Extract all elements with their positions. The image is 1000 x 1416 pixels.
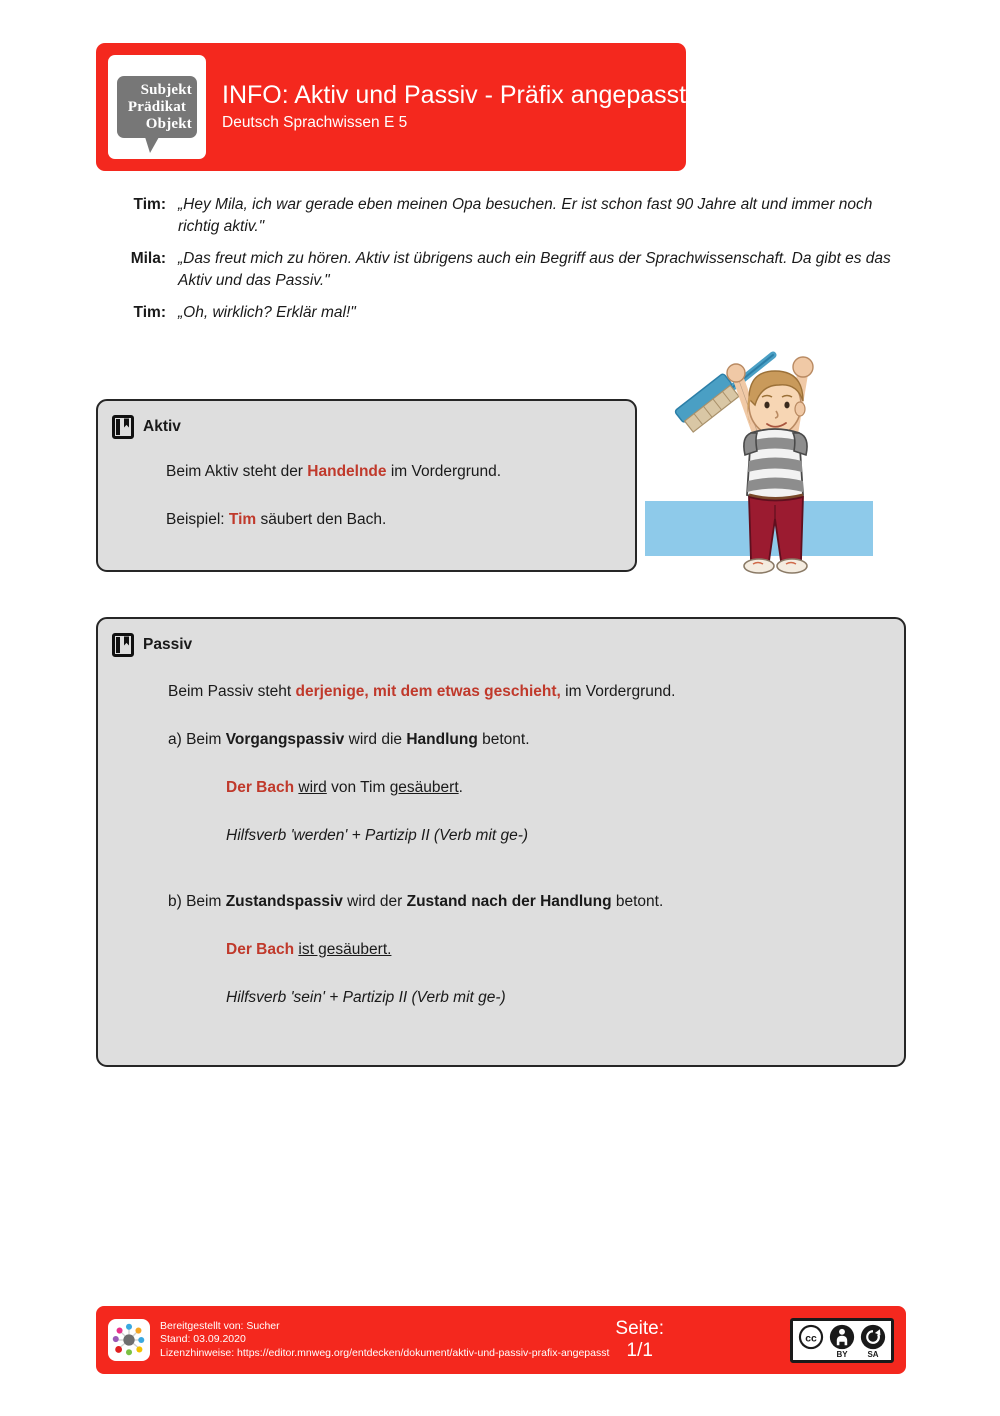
aktiv-example-post: säubert den Bach. [256, 511, 387, 528]
page-subtitle: Deutsch Sprachwissen E 5 [222, 114, 408, 131]
page-title: INFO: Aktiv und Passiv - Präfix angepasst [222, 81, 687, 109]
item-a-example-tail: . [458, 779, 463, 796]
item-a-example-accent: Der Bach [226, 779, 295, 796]
passiv-definition-pre: Beim Passiv steht [168, 683, 296, 700]
aktiv-definition-pre: Beim Aktiv steht der [166, 463, 308, 480]
cc-by-col [829, 1324, 855, 1359]
share-alike-icon [860, 1324, 886, 1350]
item-b-mid: wird der [342, 893, 407, 910]
cc-icon [798, 1324, 824, 1350]
item-b-lead: b) Beim [168, 893, 226, 910]
cc-sa-label: SA [867, 1349, 879, 1359]
logo-line-praedikat: Prädikat [127, 98, 187, 115]
aktiv-definition [166, 461, 605, 483]
item-a-example-underline-2: gesäubert [389, 779, 459, 796]
item-b-example-accent: Der Bach [226, 941, 295, 958]
dialogue-row [96, 248, 906, 292]
logo-line-subjekt: Subjekt [140, 81, 192, 98]
book-icon [112, 633, 134, 657]
passiv-info-box [96, 617, 906, 1067]
aktiv-definition-post: im Vordergrund. [386, 463, 502, 480]
aktiv-box-title: Aktiv [143, 418, 181, 435]
aktiv-example-pre: Beispiel: [166, 511, 229, 528]
item-a-bold2: Handlung [406, 731, 478, 748]
passiv-box-body [98, 657, 904, 1009]
item-b-bold1: Zustandspassiv [225, 893, 343, 910]
item-a-tail: betont. [477, 731, 530, 748]
item-a-lead: a) Beim [168, 731, 226, 748]
passiv-item-a-example [168, 777, 874, 799]
cc-logo-col [798, 1324, 824, 1359]
speech-bubble-logo [117, 76, 197, 138]
aktiv-example-accent: Tim [228, 511, 257, 528]
aktiv-definition-accent: Handelnde [307, 463, 387, 480]
item-a-bold1: Vorgangspassiv [225, 731, 345, 748]
passiv-box-title: Passiv [143, 636, 193, 653]
dialogue-text: „Hey Mila, ich war gerade eben meinen Opa besuchen. Er ist schon fast 90 Jahre alt und immer noch richtig aktiv." [178, 196, 873, 235]
section-spacer [168, 873, 874, 891]
logo-line-objekt: Objekt [145, 115, 192, 132]
aktiv-box-body [98, 439, 635, 531]
document-header [96, 43, 686, 171]
passiv-item-b-heading [168, 891, 874, 913]
dialogue-row [96, 194, 906, 238]
footer-license-note: Lizenzhinweise: https://editor.mnweg.org/entdecken/dokument/aktiv-und-passiv-prafix-angepasst [160, 1346, 610, 1359]
svg-text:cc: cc [805, 1332, 817, 1344]
dialogue-speaker: Tim: [133, 196, 166, 213]
footer-date: Stand: 03.09.2020 [160, 1333, 246, 1346]
passiv-definition-post: im Vordergrund. [560, 683, 676, 700]
footer-provided-by: Bereitgestellt von: Sucher [160, 1319, 280, 1332]
item-a-mid: wird die [344, 731, 407, 748]
person-icon [829, 1324, 855, 1350]
footer-meta-block [150, 1320, 609, 1361]
footer-page-number: Seite: 1/1 [615, 1318, 664, 1361]
dialogue-text: „Das freut mich zu hören. Aktiv ist übrigens auch ein Begriff aus der Sprachwissenschaft. Da gibt es das Aktiv und das Passiv." [178, 250, 891, 289]
document-footer [96, 1306, 906, 1374]
creative-commons-badge [790, 1318, 894, 1363]
item-b-example-underline: ist gesäubert. [298, 941, 392, 958]
aktiv-example [166, 509, 605, 531]
passiv-item-a-note: Hilfsverb 'werden' + Partizip II (Verb mit ge-) [226, 827, 529, 844]
passiv-item-b-example [168, 939, 874, 961]
aktiv-box-header [98, 401, 635, 439]
logo-tile [108, 55, 206, 159]
passiv-definition-accent: derjenige, mit dem etwas geschieht, [295, 683, 561, 700]
aktiv-info-box [96, 399, 637, 572]
dialogue-text: „Oh, wirklich? Erklär mal!" [178, 304, 356, 321]
item-a-example-mid: von Tim [326, 779, 390, 796]
illustration-boy-with-broom [645, 333, 910, 581]
header-text-block [206, 80, 686, 134]
dialogue-speaker: Mila: [130, 250, 166, 267]
passiv-item-a-heading [168, 729, 874, 751]
item-b-bold2: Zustand nach der Handlung [406, 893, 612, 910]
dialogue-row [96, 302, 906, 324]
network-dots-icon [108, 1319, 150, 1361]
item-b-tail: betont. [611, 893, 664, 910]
passiv-definition [168, 681, 874, 703]
cc-sa-col [860, 1324, 886, 1359]
passiv-box-header [98, 619, 904, 657]
dialogue-section [96, 194, 906, 334]
cc-by-label: BY [836, 1349, 848, 1359]
passiv-item-b-note: Hilfsverb 'sein' + Partizip II (Verb mit ge-) [226, 989, 506, 1006]
dialogue-speaker: Tim: [133, 304, 166, 321]
book-icon [112, 415, 134, 439]
item-a-example-underline-1: wird [298, 779, 327, 796]
